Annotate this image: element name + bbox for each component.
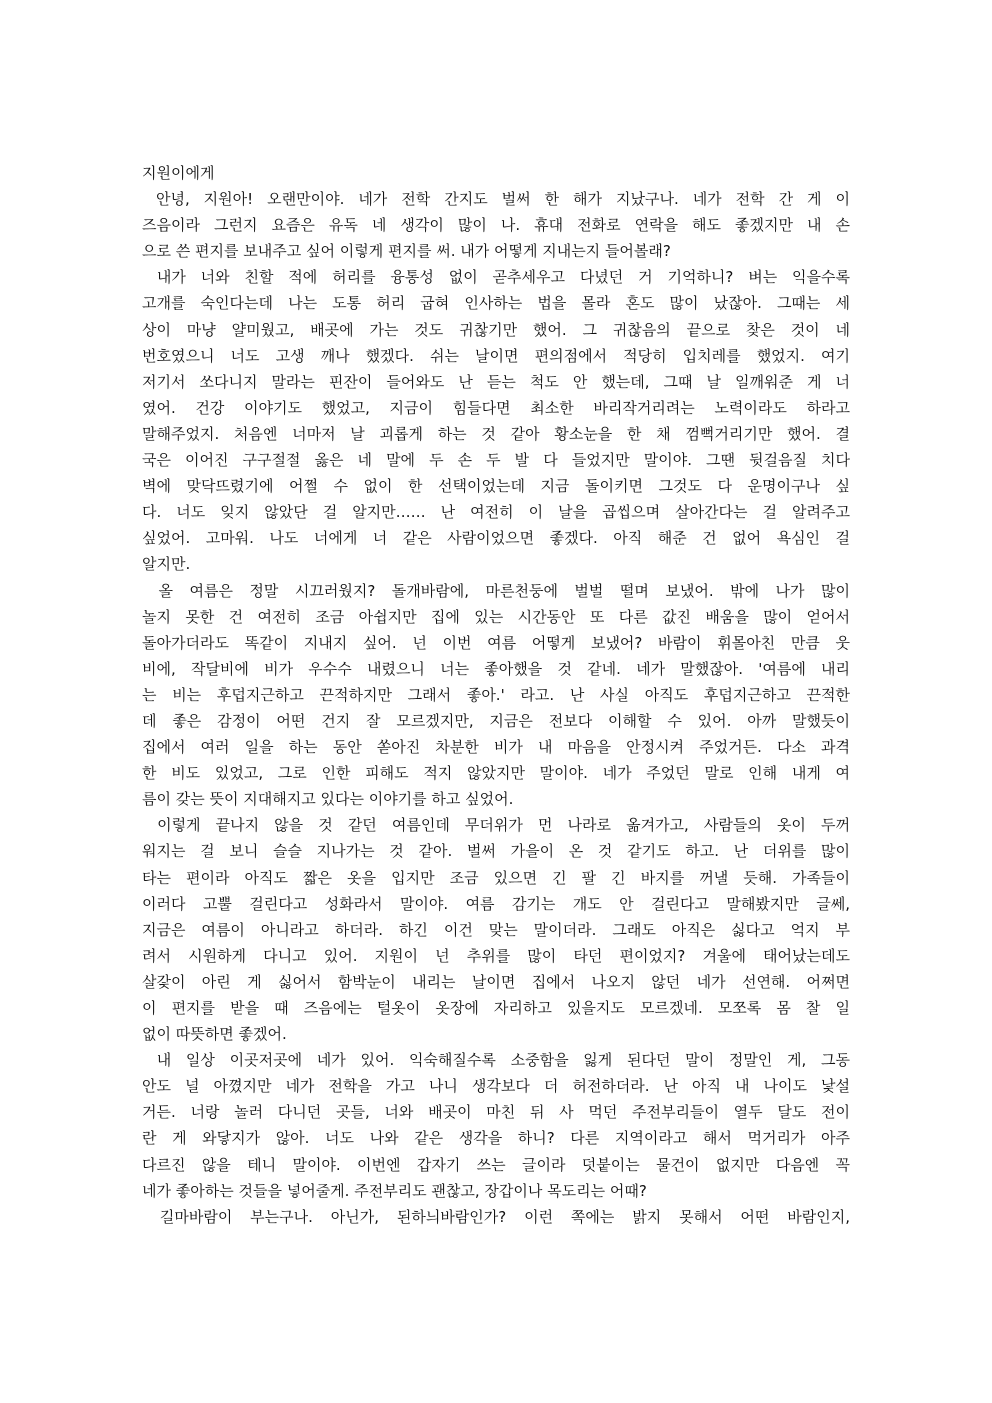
text-line: 란 게 와닿지가 않아. 너도 나와 같은 생각을 하니? 다른 지역이라고 해서 먹거리가 아주 xyxy=(142,1129,850,1148)
text-line: 알지만. xyxy=(142,555,191,574)
text-line: 지금은 여름이 아니라고 하더라. 하긴 이건 맞는 말이더라. 그래도 아직은 싫다고 억지 부 xyxy=(142,920,851,939)
text-line: 없이 따뜻하면 좋겠어. xyxy=(142,1025,287,1044)
text-line: 싶었어. 고마워. 나도 너에게 너 같은 사람이었으면 좋겠다. 아직 해준 건 없어 욕심인 걸 xyxy=(142,529,850,548)
text-line: 네가 좋아하는 것들을 넣어줄게. 주전부리도 괜찮고, 장갑이나 목도리는 어때? xyxy=(142,1181,647,1200)
letter-page xyxy=(142,160,850,1230)
text-line: 저기서 쏘다니지 말라는 핀잔이 들어와도 난 듣는 척도 안 했는데, 그때 날 일깨워준 게 너 xyxy=(142,372,850,391)
text-line: 워지는 걸 보니 슬슬 지나가는 것 같아. 벌써 가을이 온 것 같기도 하고. 난 더위를 많이 xyxy=(142,842,850,861)
text-line: 상이 마냥 얄미웠고, 배곳에 가는 것도 귀찮기만 했어. 그 귀찮음의 끝으로 찾은 것이 네 xyxy=(142,320,850,339)
text-line: 집에서 여러 일을 하는 동안 쏟아진 차분한 비가 내 마음을 안정시켜 주었거든. 다소 과격 xyxy=(142,738,850,757)
text-line: 다. 너도 잊지 않았단 걸 알지만…… 난 여전히 이 날을 곱씹으며 살아간다는 걸 알려주고 xyxy=(142,503,850,522)
text-line: 국은 이어진 구구절절 옳은 네 말에 두 손 두 발 다 들었지만 말이야. 그땐 뒷걸음질 치다 xyxy=(142,451,850,470)
text-line: 돌아가더라도 똑같이 지내지 싶어. 넌 이번 여름 어떻게 보냈어? 바람이 휘몰아친 만큼 웃 xyxy=(142,633,850,652)
text-line: 이러다 고뿔 걸린다고 성화라서 말이야. 여름 감기는 개도 안 걸린다고 말해봤지만 글쎄, xyxy=(142,894,850,913)
text-line: 이 편지를 받을 때 즈음에는 털옷이 옷장에 자리하고 있을지도 모르겠네. 모쪼록 몸 찰 일 xyxy=(142,999,850,1017)
text-line: 였어. 건강 이야기도 했었고, 지금이 힘들다면 최소한 바리작거리려는 노력이라도 하라고 xyxy=(142,398,850,417)
text-line: 데 좋은 감정이 어떤 건지 잘 모르겠지만, 지금은 전보다 이해할 수 있어. 아까 말했듯이 xyxy=(142,711,850,730)
text-line: 벽에 맞닥뜨렸기에 어쩔 수 없이 한 선택이었는데 지금 돌이키면 그것도 다 운명이구나 싶 xyxy=(142,477,850,496)
text-line: 내가 너와 친할 적에 허리를 융통성 없이 곧추세우고 다녔던 거 기억하니? 벼는 익을수록 xyxy=(142,268,850,287)
paragraph-summer xyxy=(142,578,850,813)
text-line: 안도 널 아꼈지만 네가 전학을 가고 나니 생각보다 더 허전하더라. 난 아직 내 나이도 낯설 xyxy=(142,1077,850,1096)
text-line: 살갗이 아린 게 싫어서 함박눈이 내리는 날이면 집에서 나오지 않던 네가 선연해. 어쩌면 xyxy=(142,972,850,991)
paragraph-everyday xyxy=(142,1047,850,1204)
text-line: 비에, 작달비에 비가 우수수 내렸으니 너는 좋아했을 것 같네. 네가 말했잖아. '여름에 내리 xyxy=(142,659,850,678)
text-line: 는 비는 후덥지근하고 끈적하지만 그래서 좋아.' 라고. 난 사실 아직도 후덥지근하고 끈적한 xyxy=(142,685,850,704)
paragraph-autumn xyxy=(142,812,850,1047)
text-line: 고개를 숙인다는데 나는 도통 허리 굽혀 인사하는 법을 몰라 혼도 많이 났잖아. 그때는 세 xyxy=(142,294,850,313)
paragraph-greeting xyxy=(142,186,850,264)
text-line: 으로 쓴 편지를 보내주고 싶어 이렇게 편지를 써. 내가 어떻게 지내는지 들어볼래? xyxy=(142,242,671,261)
paragraph-memory xyxy=(142,264,850,577)
text-line: 타는 편이라 아직도 짧은 옷을 입지만 조금 있으면 긴 팔 긴 바지를 꺼낼 듯해. 가족들이 xyxy=(142,868,850,887)
text-line: 이렇게 끝나지 않을 것 같던 여름인데 무더위가 먼 나라로 옮겨가고, 사람들의 옷이 두꺼 xyxy=(142,816,850,835)
paragraph-wind xyxy=(142,1204,850,1230)
text-line: 름이 갖는 뜻이 지대해지고 있다는 이야기를 하고 싶었어. xyxy=(142,790,514,809)
text-line: 말해주었지. 처음엔 너마저 날 괴롭게 하는 것 같아 황소눈을 한 채 껌뻑거리기만 했어. 결 xyxy=(142,424,850,443)
text-line: 다르진 않을 테니 말이야. 이번엔 갑자기 쓰는 글이라 덧붙이는 물건이 없지만 다음엔 꼭 xyxy=(142,1155,850,1174)
text-line: 려서 시원하게 다니고 있어. 지원이 넌 추위를 많이 타던 편이었지? 겨울에 태어났는데도 xyxy=(142,946,850,965)
text-line: 거든. 너랑 놀러 다니던 곳들, 너와 배곳이 마친 뒤 사 먹던 주전부리들이 열두 달도 전이 xyxy=(142,1103,850,1122)
text-line: 번호였으니 너도 고생 깨나 했겠다. 쉬는 날이면 편의점에서 적당히 입치레를 했었지. 여기 xyxy=(142,346,850,365)
letter-title: 지원이에게 xyxy=(142,164,215,182)
text-line: 놀지 못한 건 여전히 조금 아쉽지만 집에 있는 시간동안 또 다른 값진 배움을 많이 얻어서 xyxy=(142,607,850,626)
text-line: 길마바람이 부는구나. 아닌가, 된하늬바람인가? 이런 쪽에는 밝지 못해서 어떤 바람인지, xyxy=(142,1207,850,1226)
text-line: 올 여름은 정말 시끄러웠지? 돌개바람에, 마른천둥에 벌벌 떨며 보냈어. 밖에 나가 많이 xyxy=(142,581,850,600)
text-line: 내 일상 이곳저곳에 네가 있어. 익숙해질수록 소중함을 잃게 된다던 말이 정말인 게, 그동 xyxy=(142,1051,850,1070)
text-line: 즈음이라 그런지 요즘은 유독 네 생각이 많이 나. 휴대 전화로 연락을 해도 좋겠지만 내 손 xyxy=(142,216,850,235)
text-line: 안녕, 지원아! 오랜만이야. 네가 전학 간지도 벌써 한 해가 지났구나. 네가 전학 간 게 이 xyxy=(142,190,850,209)
text-line: 한 비도 있었고, 그로 인한 피해도 적지 않았지만 말이야. 네가 주었던 말로 인해 내게 여 xyxy=(142,764,850,783)
